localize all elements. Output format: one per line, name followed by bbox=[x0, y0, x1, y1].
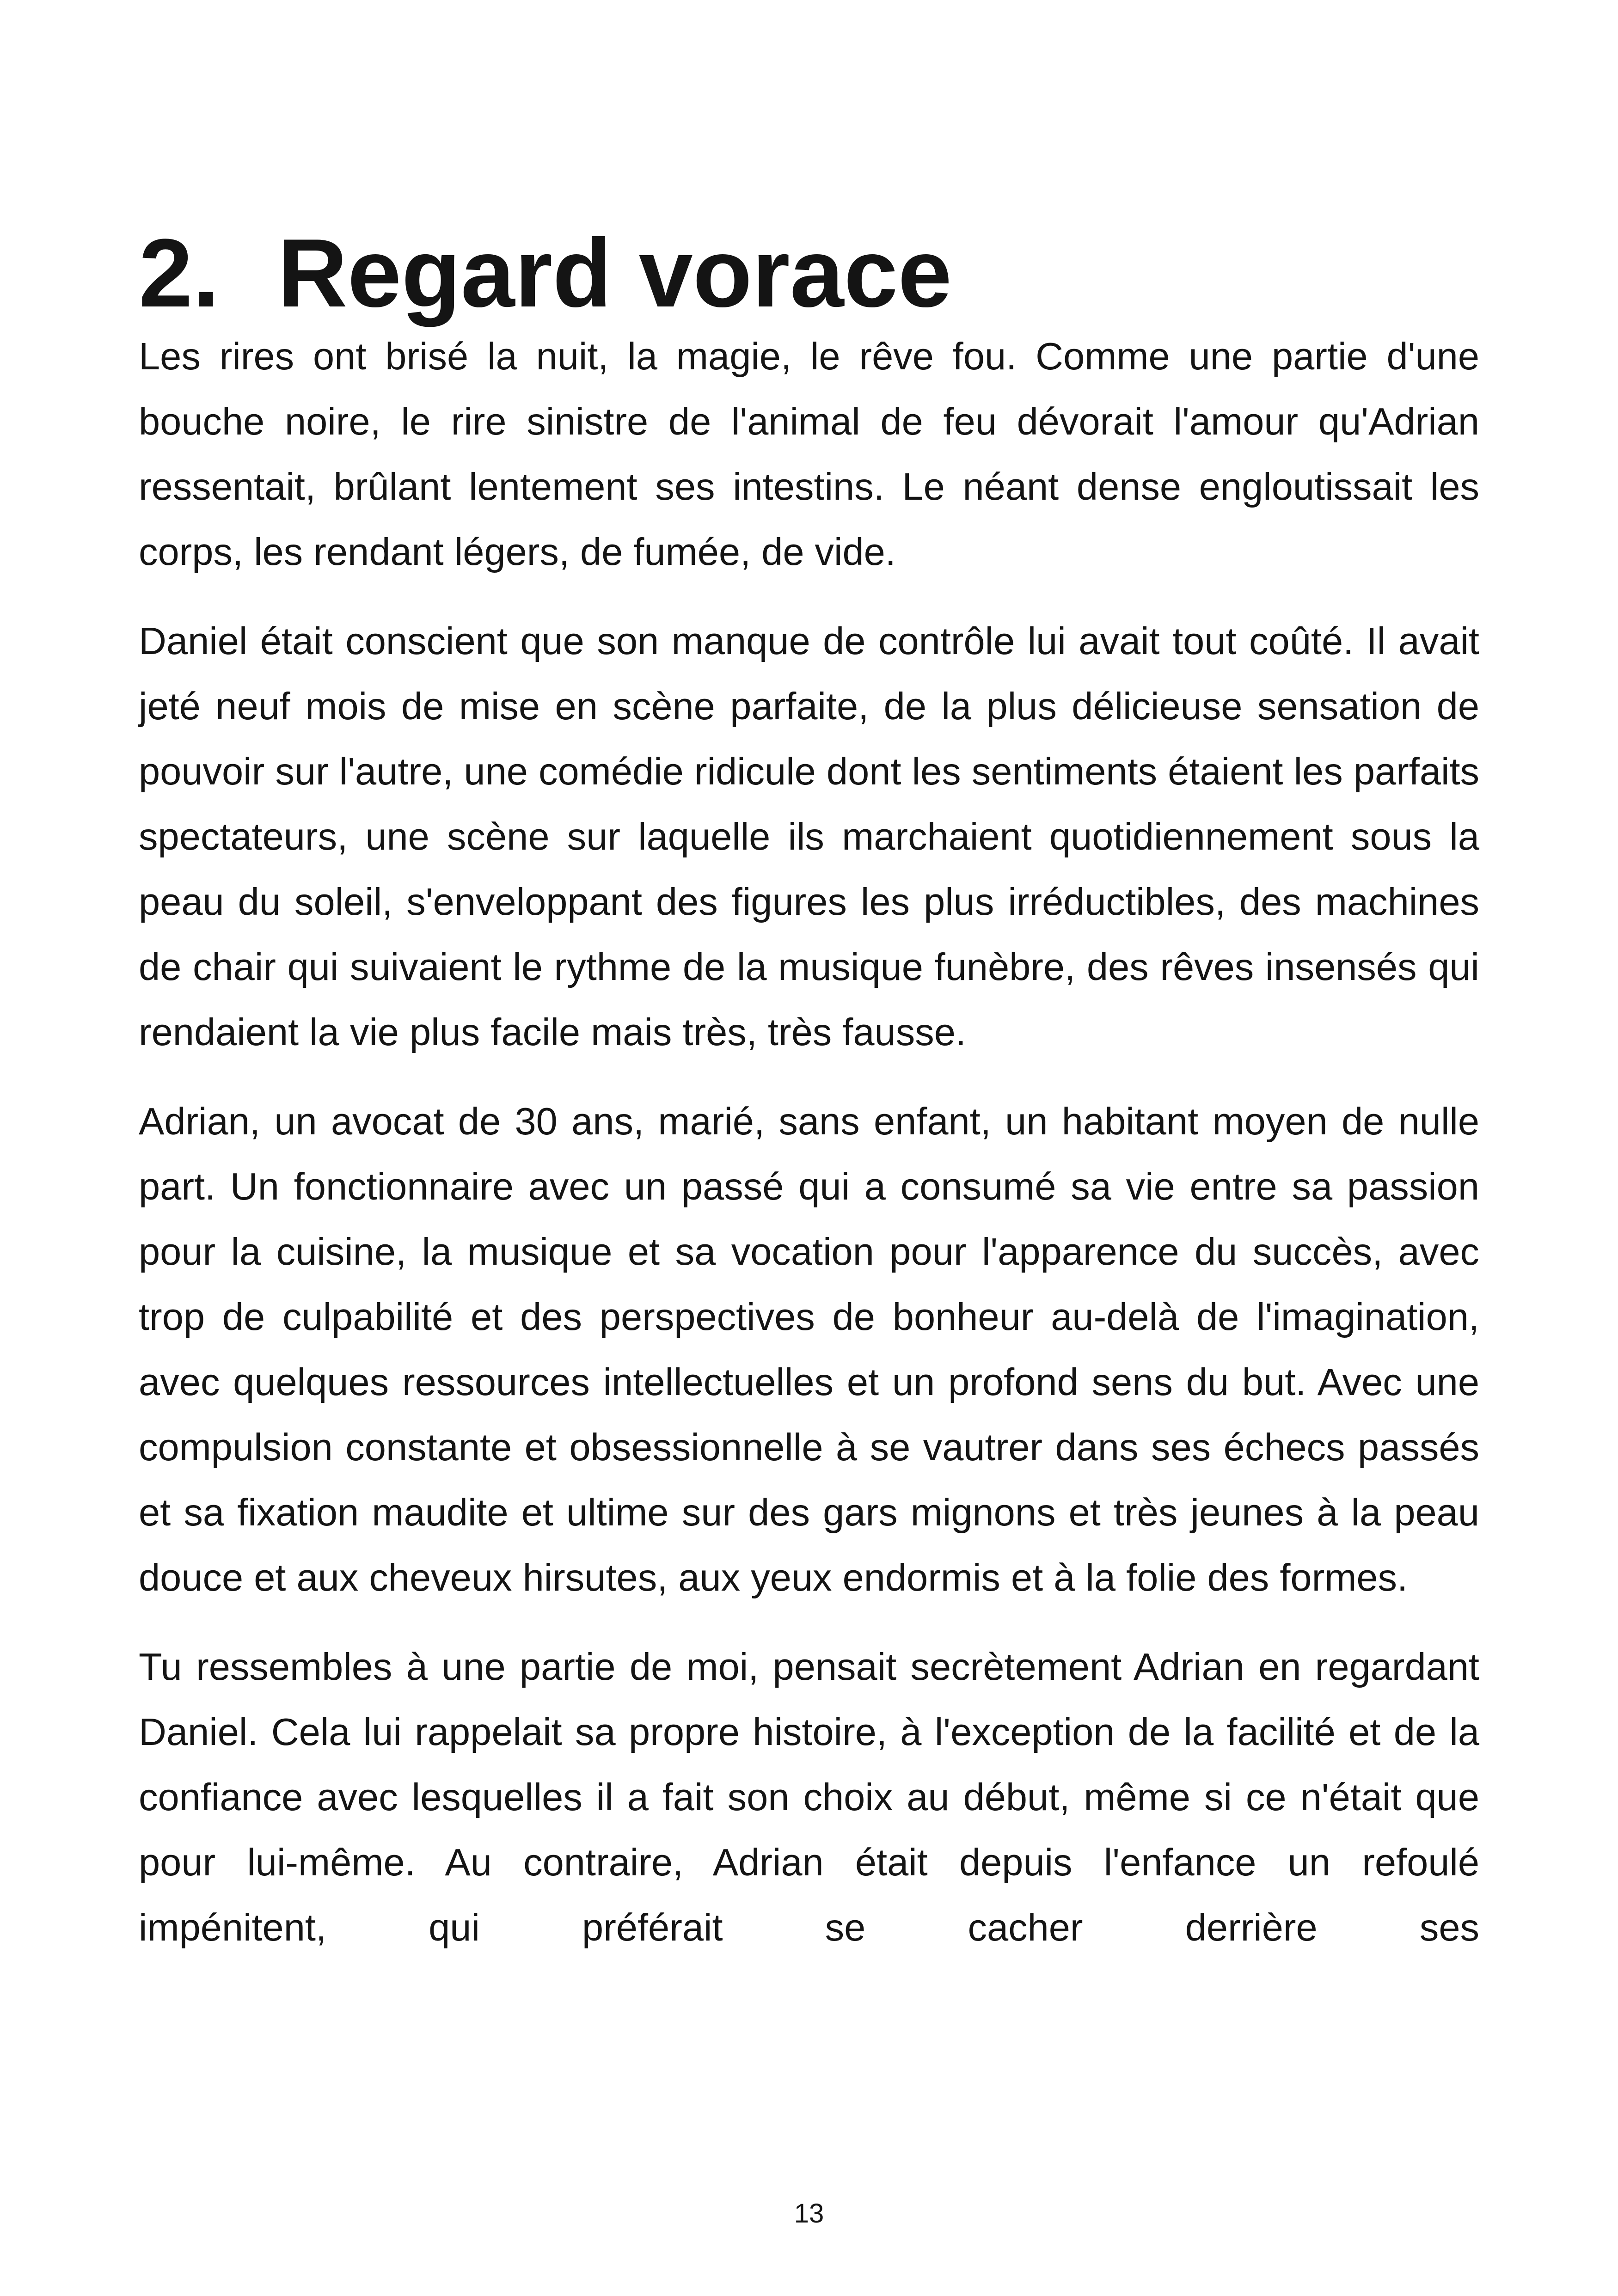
paragraph-3: Adrian, un avocat de 30 ans, marié, sans enfant, un habitant moyen de nulle part. Un fonctionnaire avec un passé qui a consumé sa vie entre sa passion pour la cuisine, la musique et sa vocation pour l'apparence du succès, avec trop de culpabilité et des perspectives de bonheur au-delà de l'imagination, avec quelques ressources intellectuelles et un profond sens du but. Avec une compulsion constante et obsessionnelle à se vautrer dans ses échecs passés et sa fixation maudite et ultime sur des gars mignons et très jeunes à la peau douce et aux cheveux hirsutes, aux yeux endormis et à la folie des formes. bbox=[139, 1100, 1479, 1599]
paragraph-4: Tu ressembles à une partie de moi, pensait secrètement Adrian en regardant Daniel. Cela lui rappelait sa propre histoire, à l'exception de la facilité et de la confiance avec lesquelles il a fait son choix au début, même si ce n'était que pour lui-même. Au contraire, Adrian était depuis l'enfance un refoulé impénitent, qui préférait se cacher derrière ses bbox=[139, 1645, 1479, 1949]
paragraph-2: Daniel était conscient que son manque de contrôle lui avait tout coûté. Il avait jeté neuf mois de mise en scène parfaite, de la plus délicieuse sensation de pouvoir sur l'autre, une comédie ridicule dont les sentiments étaient les parfaits spectateurs, une scène sur laquelle ils marchaient quotidiennement sous la peau du soleil, s'enveloppant des figures les plus irréductibles, des machines de chair qui suivaient le rythme de la musique funèbre, des rêves insensés qui rendaient la vie plus facile mais très, très fausse. bbox=[139, 619, 1479, 1053]
page-number: 13 bbox=[794, 2198, 824, 2229]
chapter-title: Regard vorace bbox=[277, 218, 952, 327]
chapter-number: 2. bbox=[139, 218, 220, 327]
chapter-heading bbox=[139, 213, 952, 333]
chapter-body bbox=[139, 324, 1479, 1984]
paragraph-1: Les rires ont brisé la nuit, la magie, le rêve fou. Comme une partie d'une bouche noire, le rire sinistre de l'animal de feu dévorait l'amour qu'Adrian ressentait, brûlant lentement ses intestins. Le néant dense engloutissait les corps, les rendant légers, de fumée, de vide. bbox=[139, 335, 1479, 573]
